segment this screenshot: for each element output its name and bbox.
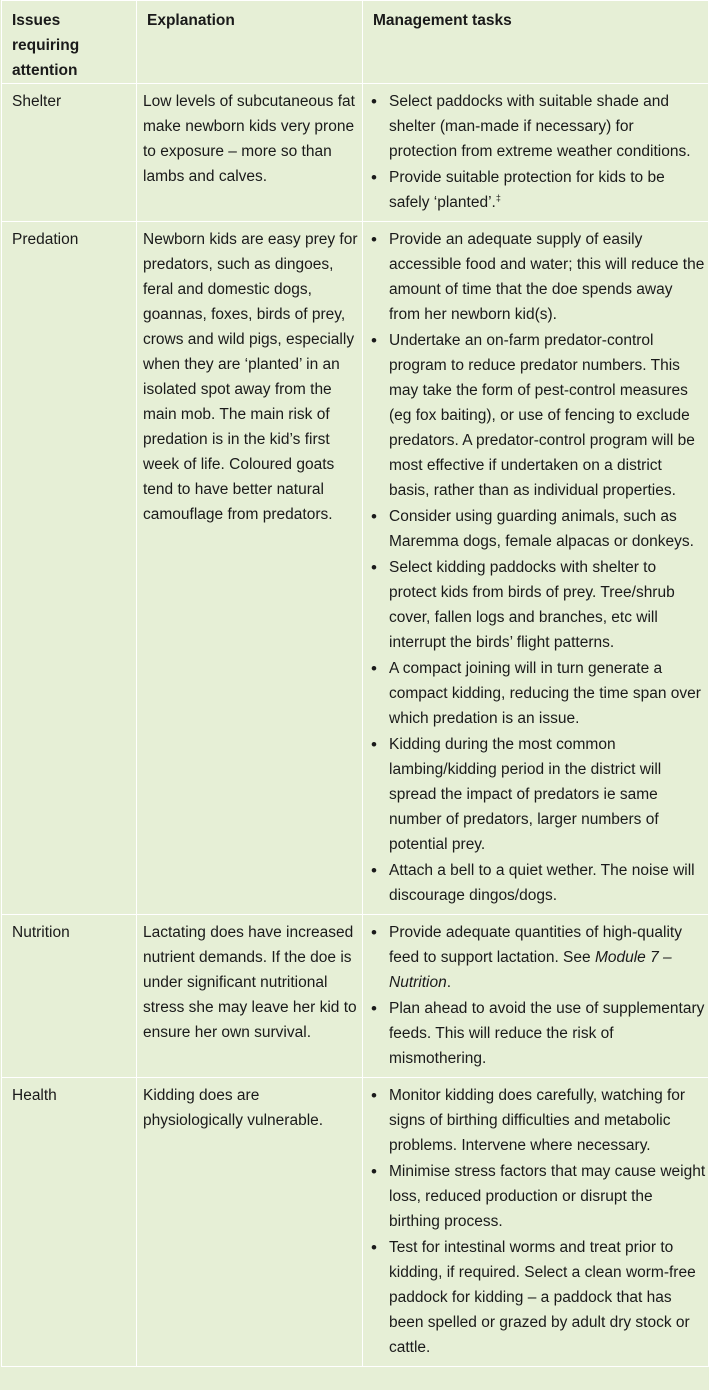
- task-item: • Plan ahead to avoid the use of supplementary feeds. This will reduce the risk of mismothering.: [367, 996, 706, 1071]
- task-item: • Attach a bell to a quiet wether. The noise will discourage dingos/dogs.: [367, 858, 706, 908]
- task-list: [367, 920, 706, 1071]
- task-list: [367, 89, 706, 215]
- task-item: • Kidding during the most common lambing/kidding period in the district will spread the impact of predators ie same number of predators, larger numbers of potential prey.: [367, 732, 706, 857]
- explanation-cell: Lactating does have increased nutrient demands. If the doe is under significant nutritional stress she may leave her kid to ensure her own survival.: [137, 915, 363, 1078]
- task-list: [367, 1083, 706, 1360]
- task-item: • Undertake an on-farm predator-control program to reduce predator numbers. This may take the form of pest-control measures (eg fox baiting), or use of fencing to exclude predators. A predator-control program will be most effective if undertaken on a district basis, rather than as individual properties.: [367, 328, 706, 503]
- table-row: [2, 915, 709, 1078]
- tasks-cell: [363, 1078, 709, 1367]
- issue-cell: Nutrition: [2, 915, 137, 1078]
- task-item: [367, 165, 706, 215]
- task-item: • Test for intestinal worms and treat prior to kidding, if required. Select a clean worm-free paddock for kidding – a paddock that has been spelled or grazed by adult dry stock or cattle.: [367, 1235, 706, 1360]
- kidding-management-table: [1, 0, 709, 1367]
- table-row: [2, 1078, 709, 1367]
- issue-cell: Health: [2, 1078, 137, 1367]
- explanation-cell: Kidding does are physiologically vulnerable.: [137, 1078, 363, 1367]
- task-item: • Monitor kidding does carefully, watching for signs of birthing difficulties and metabolic problems. Intervene where necessary.: [367, 1083, 706, 1158]
- explanation-cell: Newborn kids are easy prey for predators, such as dingoes, feral and domestic dogs, goannas, foxes, birds of prey, crows and wild pigs, especially when they are ‘planted’ in an isolated spot away from the main mob. The main risk of predation is in the kid’s first week of life. Coloured goats tend to have better natural camouflage from predators.: [137, 222, 363, 915]
- task-text-end: .: [446, 974, 452, 991]
- task-list: [367, 227, 706, 908]
- tasks-cell: [363, 222, 709, 915]
- task-text: Provide suitable protection for kids to be safely ‘planted’.: [389, 169, 665, 211]
- table-row: [2, 84, 709, 222]
- task-item: • A compact joining will in turn generate a compact kidding, reducing the time span over which predation is an issue.: [367, 656, 706, 731]
- task-item: • Select paddocks with suitable shade and shelter (man-made if necessary) for protection from extreme weather conditions.: [367, 89, 706, 164]
- footnote-marker: ‡: [495, 192, 501, 203]
- issue-cell: Predation: [2, 222, 137, 915]
- table-row: [2, 222, 709, 915]
- explanation-cell: Low levels of subcutaneous fat make newborn kids very prone to exposure – more so than lambs and calves.: [137, 84, 363, 222]
- task-item: [367, 920, 706, 995]
- task-text: Provide adequate quantities of high-quality feed to support lactation. See: [389, 924, 682, 966]
- header-tasks: Management tasks: [363, 1, 709, 84]
- task-item: • Provide an adequate supply of easily accessible food and water; this will reduce the amount of time that the doe spends away from her newborn kid(s).: [367, 227, 706, 327]
- tasks-cell: [363, 84, 709, 222]
- header-row: [2, 1, 709, 84]
- task-item: • Minimise stress factors that may cause weight loss, reduced production or disrupt the birthing process.: [367, 1159, 706, 1234]
- header-explanation: Explanation: [137, 1, 363, 84]
- issue-cell: Shelter: [2, 84, 137, 222]
- tasks-cell: [363, 915, 709, 1078]
- task-item: • Select kidding paddocks with shelter to protect kids from birds of prey. Tree/shrub cover, fallen logs and branches, etc will interrupt the birds’ flight patterns.: [367, 555, 706, 655]
- module-reference: Module 7 – Nutrition: [389, 949, 672, 991]
- task-item: • Consider using guarding animals, such as Maremma dogs, female alpacas or donkeys.: [367, 504, 706, 554]
- header-issues: Issues requiring attention: [2, 1, 137, 84]
